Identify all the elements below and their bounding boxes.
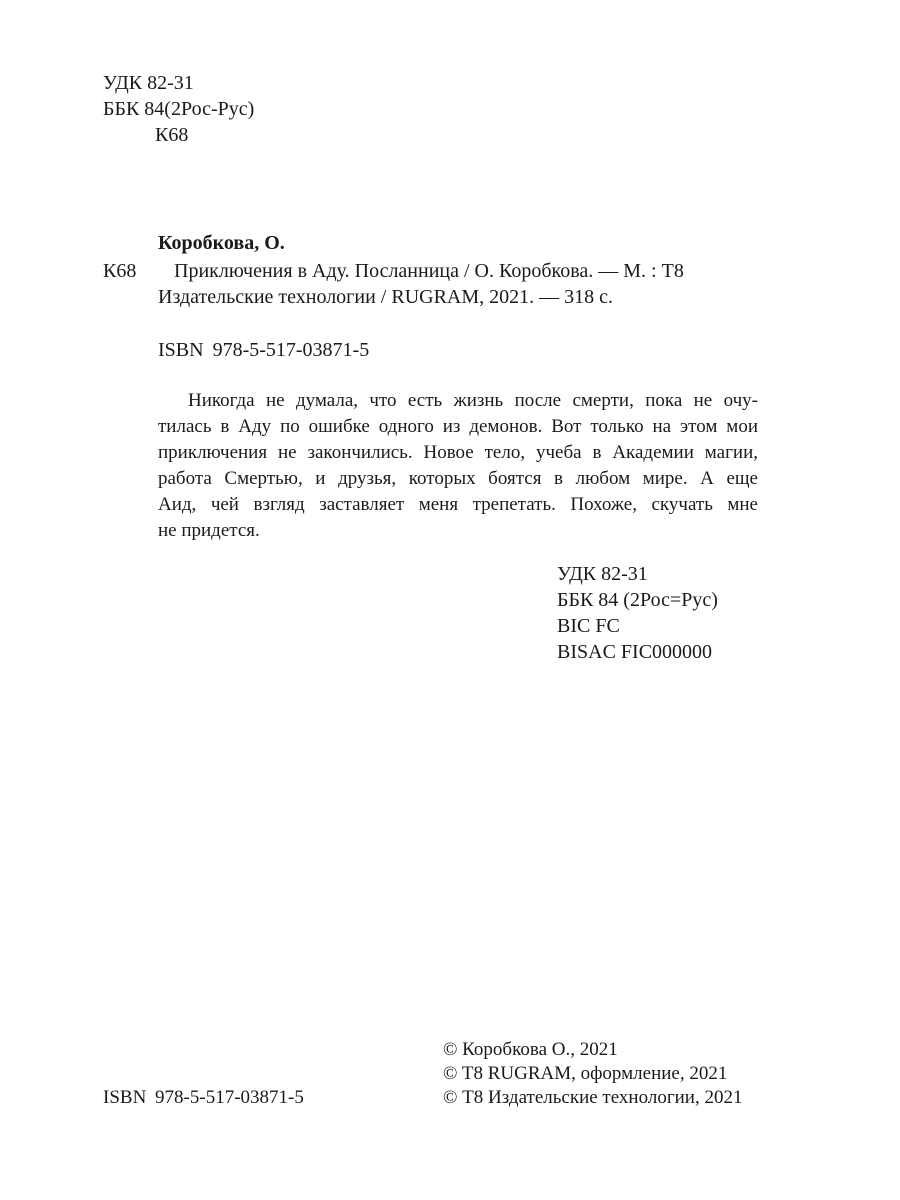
annotation-line: приключения не закончились. Новое тело, учеба в Академии магии, [158, 442, 758, 463]
top-classification-block [103, 70, 254, 148]
right-classification-block [557, 561, 718, 665]
udk-code: УДК 82-31 [103, 72, 194, 94]
biblio-line-1: Приключения в Аду. Посланница / О. Коробкова. — М. : Т8 [174, 260, 684, 282]
copyright-line: © T8 RUGRAM, оформление, 2021 [443, 1063, 728, 1084]
annotation-line: тилась в Аду по ошибке одного из демонов. Вот только на этом мои [158, 416, 758, 437]
cutter-code: К68 [103, 260, 137, 282]
copyright-block [443, 1038, 742, 1110]
bic-code: BIC FC [557, 615, 620, 637]
cutter-code-margin [103, 258, 136, 284]
bbk-code: ББК 84(2Рос-Рус) [103, 98, 255, 120]
biblio-line-2: Издательские технологии / RUGRAM, 2021. — 318 с. [158, 286, 614, 308]
isbn-bottom-text: ISBN 978-5-517-03871-5 [103, 1087, 304, 1108]
author-name: Коробкова, О. [158, 232, 285, 254]
annotation-line: работа Смертью, и друзья, которых боятся в любом мире. А еще [158, 468, 758, 489]
bbk-code-right: ББК 84 (2Рос=Рус) [557, 589, 718, 611]
annotation-line: Никогда не думала, что есть жизнь после смерти, пока не очу- [188, 390, 758, 411]
annotation-line: не придется. [158, 520, 260, 541]
author-heading [158, 230, 285, 256]
annotation-line: Аид, чей взгляд заставляет меня трепетать. Похоже, скучать мне [158, 494, 758, 515]
copyright-line: © Коробкова О., 2021 [443, 1039, 618, 1060]
udk-code-right: УДК 82-31 [557, 563, 648, 585]
bibliographic-description [158, 258, 758, 310]
bisac-code: BISAC FIC000000 [557, 641, 713, 663]
isbn-main-text: ISBN 978-5-517-03871-5 [158, 339, 370, 361]
copyright-line: © Т8 Издательские технологии, 2021 [443, 1087, 743, 1108]
annotation [158, 388, 758, 544]
isbn-main [158, 337, 369, 363]
cutter-code-top: К68 [155, 124, 189, 146]
isbn-bottom [103, 1086, 304, 1110]
